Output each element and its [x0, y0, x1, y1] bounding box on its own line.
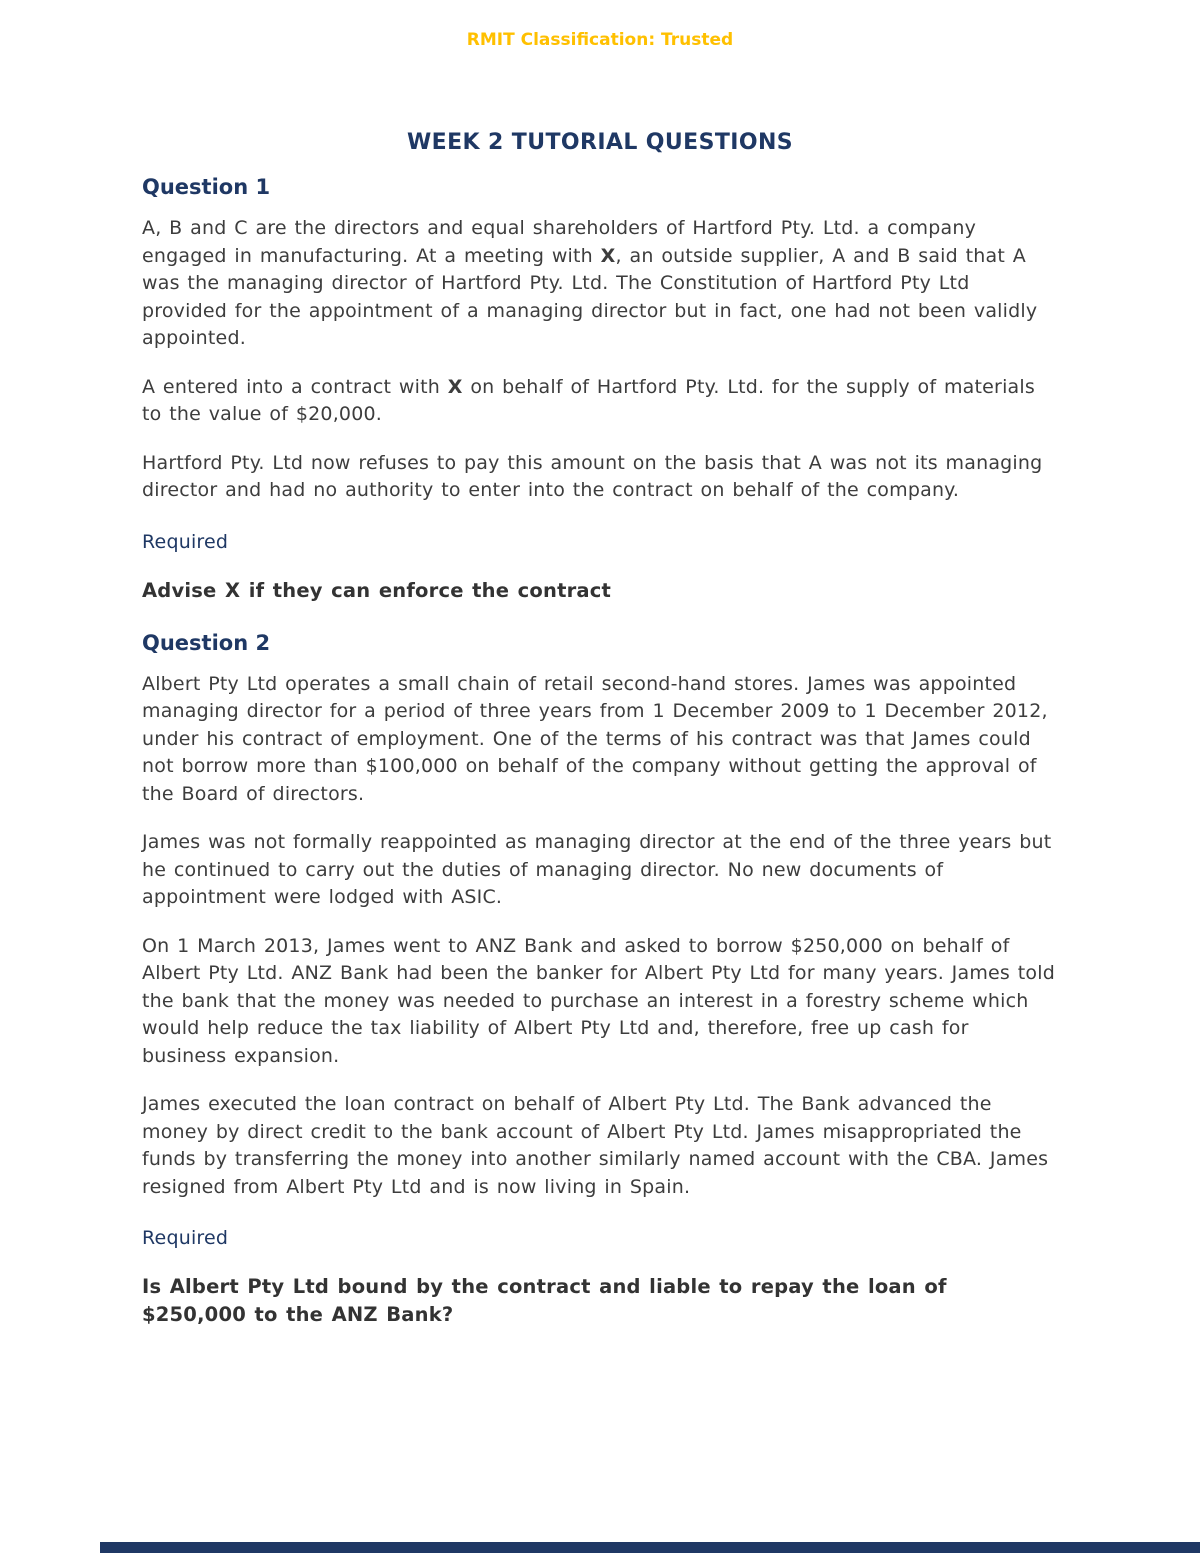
question-1-task: Advise X if they can enforce the contract	[142, 578, 612, 602]
footer-accent-bar	[100, 1542, 1200, 1553]
document-content	[142, 130, 1058, 1329]
question-1-required-label: Required	[142, 530, 229, 553]
text-run: Albert Pty Ltd operates a small chain of retail second-hand stores. James was appointed managing director for a period of three years from 1 December 2009 to 1 December 2012, under his contract of employment. One of the terms of his contract was that James could not borrow more than $100,000 on behalf of the company without getting the approval of the Board of directors.	[142, 672, 1048, 805]
question-1-heading: Question 1	[142, 175, 271, 199]
text-run: On 1 March 2013, James went to ANZ Bank and asked to borrow $250,000 on behalf of Albert Pty Ltd. ANZ Bank had been the banker for Albert Pty Ltd for many years. James told the bank that the money was needed to purchase an interest in a forestry scheme which would help reduce the tax liability of Albert Pty Ltd and, therefore, free up cash for business expansion.	[142, 934, 1055, 1067]
text-run: X	[447, 375, 463, 398]
question-1-paragraph-1	[142, 215, 1058, 353]
text-run: , an outside supplier, A and B said that A was the managing director of Hartford Pty. Ltd. The Constitution of Hartford Pty Ltd provided for the appointment of a managing director but in fact, one had not been validly appointed.	[142, 244, 1038, 349]
question-1-paragraph-3	[142, 450, 1058, 505]
text-run: A, B and C are the directors and equal shareholders of Hartford Pty. Ltd. a company engaged in manufacturing. At a meeting with	[142, 217, 977, 267]
classification-banner: RMIT Classification: Trusted	[466, 30, 734, 50]
text-run: James was not formally reappointed as managing director at the end of the three years but he continued to carry out the duties of managing director. No new documents of appointment were lodged with ASIC.	[142, 831, 1052, 908]
text-run: James executed the loan contract on behalf of Albert Pty Ltd. The Bank advanced the money by direct credit to the bank account of Albert Pty Ltd. James misappropriated the funds by transferring the money into another similarly named account with the CBA. James resigned from Albert Pty Ltd and is now living in Spain.	[142, 1093, 1049, 1198]
question-2-heading: Question 2	[142, 630, 271, 655]
question-1-paragraph-2	[142, 374, 1058, 429]
document-title: WEEK 2 TUTORIAL QUESTIONS	[407, 130, 793, 155]
text-run: on behalf of Hartford Pty. Ltd. for the supply of materials to the value of $20,000.	[142, 375, 1035, 425]
text-run: X	[600, 244, 616, 267]
question-2-task: Is Albert Pty Ltd bound by the contract and liable to repay the loan of $250,000 to the ANZ Bank?	[142, 1275, 947, 1326]
question-1-section	[142, 175, 1058, 605]
text-run: A entered into a contract with	[142, 375, 448, 398]
question-2-paragraph-2	[142, 829, 1058, 912]
question-2-section	[142, 631, 1058, 1330]
question-2-paragraph-1	[142, 671, 1058, 809]
text-run: Hartford Pty. Ltd now refuses to pay this amount on the basis that A was not its managing director and had no authority to enter into the contract on behalf of the company.	[142, 451, 1043, 501]
question-2-paragraph-4	[142, 1091, 1058, 1201]
question-2-paragraph-3	[142, 933, 1058, 1071]
question-2-required-label: Required	[142, 1227, 229, 1249]
